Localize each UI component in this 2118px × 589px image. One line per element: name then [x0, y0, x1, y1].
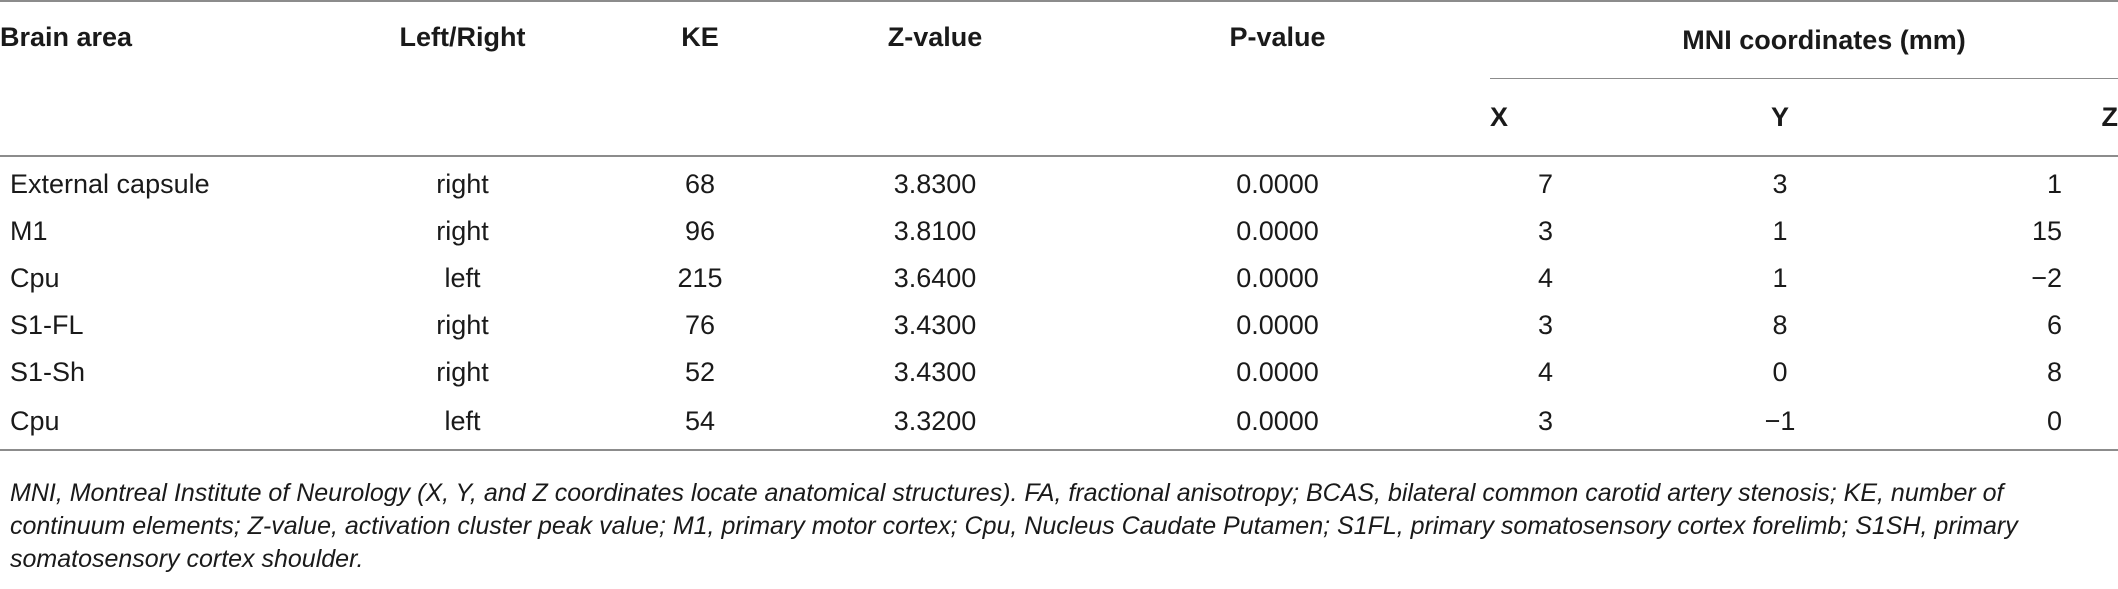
header-z: Z — [1910, 79, 2118, 157]
header-mni-coordinates: MNI coordinates (mm) — [1490, 1, 2118, 79]
cell-z: 6 — [2046, 310, 2062, 340]
cell-p-value: 0.0000 — [1236, 263, 1319, 293]
cell-ke: 54 — [595, 396, 805, 450]
cell-p-value: 0.0000 — [1236, 169, 1319, 199]
cell-y: −1 — [1650, 396, 1910, 450]
cell-side: left — [330, 396, 595, 450]
table-row — [0, 302, 2118, 349]
cell-ke: 215 — [677, 263, 723, 293]
cell-z: 15 — [2031, 216, 2062, 246]
cell-ke: 52 — [684, 357, 716, 387]
cell-y: 8 — [1772, 310, 1788, 340]
cell-p-value: 0.0000 — [1236, 310, 1319, 340]
cell-x: 3 — [1538, 310, 1554, 340]
cell-z-value: 3.4300 — [893, 357, 977, 387]
cell-area: Cpu — [0, 396, 330, 450]
cell-ke: 68 — [684, 169, 716, 199]
table-body — [0, 156, 2118, 450]
table-row — [0, 349, 2118, 396]
header-y: Y — [1650, 79, 1910, 157]
cell-area: Cpu — [10, 263, 60, 293]
cell-x: 4 — [1538, 263, 1554, 293]
cell-y: 3 — [1772, 169, 1788, 199]
cell-area: S1-Sh — [10, 357, 86, 387]
cell-z: 1 — [2046, 169, 2062, 199]
cell-y: 1 — [1772, 216, 1788, 246]
table-row — [0, 156, 2118, 208]
cell-side: right — [436, 310, 489, 340]
table-row — [0, 396, 2118, 450]
cell-y: 0 — [1772, 357, 1788, 387]
header-z-value: Z-value — [805, 1, 1065, 156]
cell-p-value: 0.0000 — [1236, 216, 1319, 246]
table-row — [0, 208, 2118, 255]
header-ke: KE — [595, 1, 805, 156]
cell-side: right — [436, 216, 489, 246]
table-row — [0, 255, 2118, 302]
cell-z-value: 3.8100 — [893, 216, 977, 246]
cell-z: 8 — [2046, 357, 2062, 387]
cell-area: External capsule — [10, 169, 210, 199]
cell-x: 7 — [1538, 169, 1554, 199]
header-brain-area: Brain area — [0, 1, 330, 156]
cell-side: right — [436, 169, 489, 199]
header-x: X — [1490, 79, 1650, 157]
table-footnote: MNI, Montreal Institute of Neurology (X, Y, and Z coordinates locate anatomical structures). FA, fractional anisotropy; BCAS, bilateral common carotid artery stenosis; KE, number of continuum elements; Z-value, activation cluster peak value; M1, primary motor cortex; Cpu, Nucleus Caudate Putamen; S1FL, primary somatosensory cortex forelimb; S1SH, primary somatosensory cortex shoulder. — [10, 479, 2018, 573]
cell-side: left — [444, 263, 481, 293]
cell-area: S1-FL — [10, 310, 84, 340]
cell-x: 4 — [1538, 357, 1554, 387]
cell-z-value: 3.4300 — [893, 310, 977, 340]
cell-y: 1 — [1772, 263, 1788, 293]
header-left-right: Left/Right — [330, 1, 595, 156]
cell-z: −2 — [2031, 263, 2062, 293]
cell-z-value: 3.8300 — [893, 169, 977, 199]
cell-p-value: 0.0000 — [1236, 357, 1319, 387]
cell-ke: 76 — [684, 310, 716, 340]
cell-x: 3 — [1538, 216, 1554, 246]
header-p-value: P-value — [1065, 1, 1490, 156]
cell-p-value: 0.0000 — [1065, 396, 1490, 450]
cell-side: right — [436, 357, 489, 387]
cell-ke: 96 — [684, 216, 716, 246]
cell-x: 3 — [1490, 396, 1650, 450]
cell-z-value: 3.3200 — [805, 396, 1065, 450]
table-header — [0, 1, 2118, 156]
cell-z: 0 — [1910, 396, 2118, 450]
cell-area: M1 — [10, 216, 48, 246]
cell-z-value: 3.6400 — [893, 263, 977, 293]
